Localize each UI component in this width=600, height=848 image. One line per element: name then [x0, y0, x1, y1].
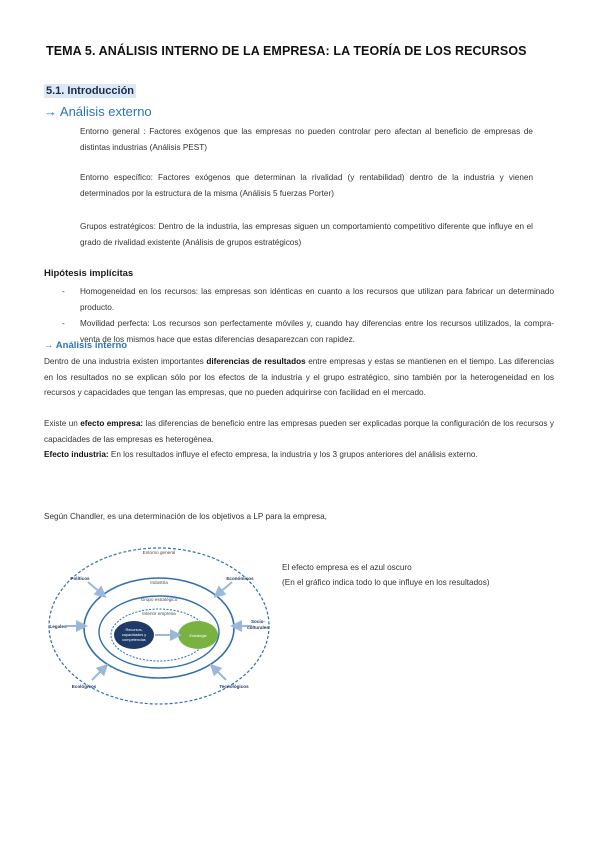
label-recursos-3: competencias — [122, 638, 146, 642]
paragraph-entorno-general: Entorno general : Factores exógenos que las empresas no pueden controlar pero afectan al beneficio de empresas de distintas industrias (Análisis PEST) — [80, 127, 533, 152]
paragraph-efecto-empresa — [44, 416, 554, 447]
hypotheses-heading: Hipótesis implícitas — [44, 268, 134, 279]
figure-note-line-2: (En el gráfico indica todo lo que influye en los resultados) — [282, 578, 490, 587]
label-grupo-estrategico: Grupo estratégico — [140, 597, 178, 602]
economicos-arrow — [218, 582, 232, 594]
paragraph-grupos-estrategicos: Grupos estratégicos: Dentro de la industria, las empresas siguen un comportamiento competitivo diferente que influye en el grado de rivalidad existente (Análisis de grupos estratégicos) — [80, 222, 533, 247]
label-recursos-2: capacidades y — [121, 633, 147, 637]
section-heading: 5.1. Introducción — [46, 85, 135, 97]
bold-diferencias-resultados: diferencias de resultados — [206, 357, 306, 366]
label-legales: Legales — [49, 624, 67, 629]
environment-diagram — [40, 542, 278, 710]
label-politicos: Políticos — [70, 576, 90, 581]
label-recursos-1: Recursos, — [125, 628, 143, 632]
bold-efecto-industria: Efecto industria: — [44, 450, 109, 459]
label-socio: Socio- — [250, 619, 266, 624]
text-run: En los resultados influye el efecto empresa, la industria y los 3 grupos anteriores del análisis externo. — [108, 450, 478, 459]
bullet-dash: - — [62, 319, 65, 328]
politicos-arrow — [88, 582, 102, 594]
hypothesis-movilidad: Movilidad perfecta: Los recursos son perfectamente móviles y, cuando hay diferencias entre los recursos utilizados, la compra-venta de los mismos hace que estas diferencias desaparezcan con rapidez. — [80, 319, 554, 344]
figure-note — [282, 560, 562, 590]
label-culturales: culturales — [247, 625, 269, 630]
text-run: Existe un — [44, 419, 81, 428]
label-ecologicos: Ecológicos — [71, 684, 97, 689]
label-entorno-general: Entorno general — [142, 550, 176, 555]
hypothesis-homogeneidad: Homogeneidad en los recursos: las empresas son idénticas en cuanto a los recursos que utilizan para fabricar un determinado producto. — [80, 287, 554, 312]
text-run: Dentro de una industria existen importantes — [44, 357, 207, 366]
figure-note-line-1: El efecto empresa es el azul oscuro — [282, 563, 412, 572]
paragraph-entorno-especifico: Entorno específico: Factores exógenos que determinan la rivalidad (y rentabilidad) dentro de la industria y vienen determinados por la estructura de la misma (Análisis 5 fuerzas Porter) — [80, 173, 533, 198]
bullet-dash: - — [62, 287, 65, 296]
subsection-external-heading: → Análisis externo — [44, 104, 152, 119]
paragraph-chandler: Según Chandler, es una determinación de los objetivos a LP para la empresa, — [44, 512, 327, 521]
ecologicos-arrow — [92, 668, 104, 680]
document-title: TEMA 5. ANÁLISIS INTERNO DE LA EMPRESA: LA TEORÍA DE LOS RECURSOS — [46, 44, 527, 58]
tecnologicos-arrow — [214, 668, 226, 680]
label-tecnologicos: Tecnológicos — [219, 684, 249, 689]
label-interior-empresa: Interior empresa — [142, 611, 176, 616]
paragraph-diferencias-resultados — [44, 354, 554, 401]
environment-diagram-svg — [40, 542, 278, 710]
paragraph-efecto-industria — [44, 447, 554, 463]
label-industria: Industria — [150, 580, 168, 585]
text-run: entre empresas y estas se mantienen en el tiempo. Las diferencias en los resultados no se explican sólo por los efectos de la industria y el grupo estratégico, sino también por la heterogeneidad en los recursos y capacidades que tengan las empresas, que no pueden adquirirse con facilidad en el mercado. — [44, 357, 554, 397]
subsection-internal-heading: → Análisis interno — [44, 340, 128, 351]
label-estrategia: Estrategia — [189, 634, 207, 638]
bold-efecto-empresa: efecto empresa: — [80, 419, 144, 428]
text-run: las diferencias de beneficio entre las empresas pueden ser explicadas porque la configuración de los recursos y capacidades de las empresas es heterogénea. — [44, 419, 555, 444]
label-economicos: Económicos — [226, 576, 254, 581]
